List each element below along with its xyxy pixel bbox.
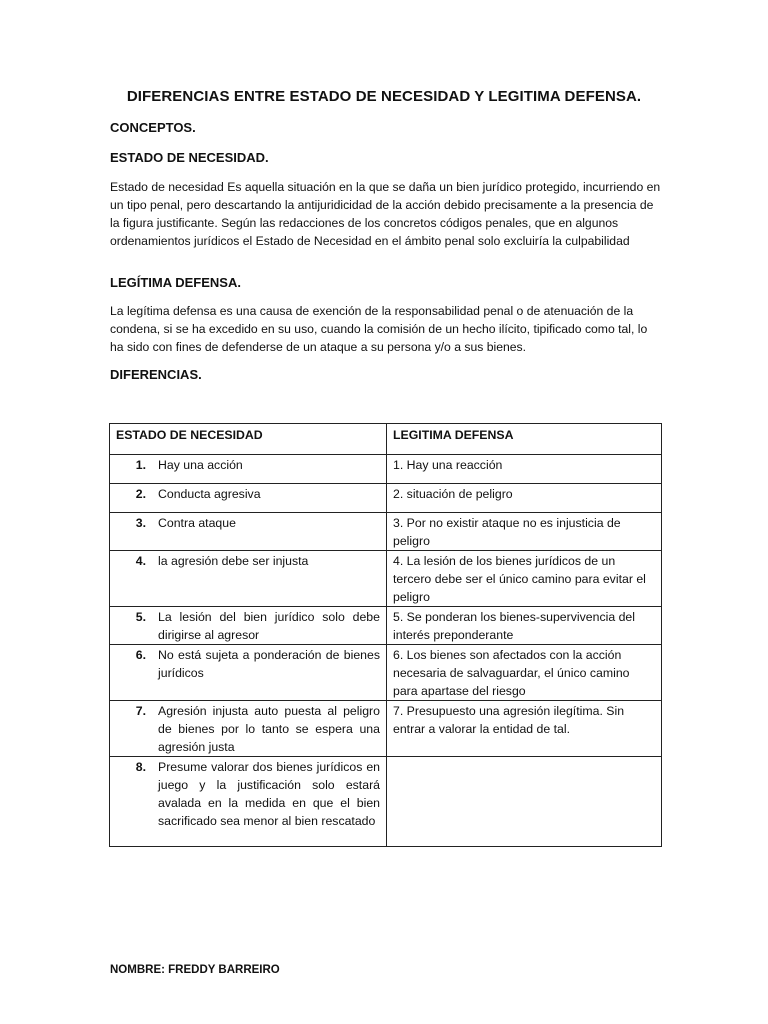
cell-estado [110, 757, 387, 847]
cell-estado [110, 607, 387, 645]
item-number: 8. [135, 760, 146, 774]
differences-table [109, 423, 662, 847]
table-row [110, 455, 662, 484]
author-name: NOMBRE: FREDDY BARREIRO [110, 964, 280, 976]
section-heading-diferencias: DIFERENCIAS. [110, 367, 202, 382]
cell-estado [110, 484, 387, 513]
cell-legitima: 6. Los bienes son afectados con la acción necesaria de salvaguardar, el único camino para apartase del riesgo [387, 645, 662, 701]
item-number: 6. [135, 648, 146, 662]
cell-legitima [387, 757, 662, 847]
heading-legitima-defensa: LEGÍTIMA DEFENSA. [110, 275, 241, 290]
cell-text: Contra ataque [158, 516, 236, 530]
item-number: 3. [135, 516, 146, 530]
item-number: 2. [135, 487, 146, 501]
table-row [110, 551, 662, 607]
table-row [110, 645, 662, 701]
cell-text: Agresión injusta auto puesta al peligro de bienes por lo tanto se espera una agresión justa [158, 704, 380, 754]
table-row [110, 701, 662, 757]
table-row [110, 513, 662, 551]
cell-estado [110, 645, 387, 701]
cell-legitima: 1. Hay una reacción [387, 455, 662, 484]
table-row [110, 484, 662, 513]
paragraph-estado-de-necesidad: Estado de necesidad Es aquella situación en la que se daña un bien jurídico protegido, incurriendo en un tipo penal, pero descartando la antijuridicidad de la acción debido precisamente a la presencia de la figura justificante. Según las redacciones de los concretos códigos penales, que en algunos ordenamientos jurídicos el Estado de Necesidad en el ámbito penal solo excluiría la culpabilidad [110, 180, 661, 248]
heading-estado-de-necesidad: ESTADO DE NECESIDAD. [110, 150, 269, 165]
cell-legitima: 5. Se ponderan los bienes-supervivencia del interés preponderante [387, 607, 662, 645]
item-number: 1. [135, 458, 146, 472]
cell-legitima: 3. Por no existir ataque no es injusticia de peligro [387, 513, 662, 551]
item-number: 7. [135, 704, 146, 718]
cell-estado [110, 701, 387, 757]
table-row [110, 757, 662, 847]
cell-text: Presume valorar dos bienes jurídicos en juego y la justificación solo estará avalada en la medida en que el bien sacrificado sea menor al bien rescatado [158, 760, 380, 828]
item-number: 5. [135, 610, 146, 624]
column-header-legitima: LEGITIMA DEFENSA [387, 424, 662, 455]
cell-legitima: 2. situación de peligro [387, 484, 662, 513]
document-title: DIFERENCIAS ENTRE ESTADO DE NECESIDAD Y LEGITIMA DEFENSA. [126, 88, 642, 105]
cell-text: la agresión debe ser injusta [158, 554, 309, 568]
item-number: 4. [135, 554, 146, 568]
column-header-estado: ESTADO DE NECESIDAD [110, 424, 387, 455]
cell-estado [110, 455, 387, 484]
cell-text: Conducta agresiva [158, 487, 261, 501]
cell-text: No está sujeta a ponderación de bienes jurídicos [158, 648, 380, 680]
cell-text: La lesión del bien jurídico solo debe dirigirse al agresor [158, 610, 380, 642]
table-row [110, 607, 662, 645]
cell-estado [110, 513, 387, 551]
cell-estado [110, 551, 387, 607]
table-header-row [110, 424, 662, 455]
cell-legitima: 7. Presupuesto una agresión ilegítima. Sin entrar a valorar la entidad de tal. [387, 701, 662, 757]
section-heading-conceptos: CONCEPTOS. [110, 120, 196, 135]
cell-legitima: 4. La lesión de los bienes jurídicos de un tercero debe ser el único camino para evitar el peligro [387, 551, 662, 607]
cell-text: Hay una acción [158, 458, 243, 472]
paragraph-legitima-defensa: La legítima defensa es una causa de exención de la responsabilidad penal o de atenuación de la condena, si se ha excedido en su uso, cuando la comisión de un hecho ilícito, tipificado como tal, lo ha sido con fines de defenderse de un ataque a su persona y/o a sus bienes. [110, 304, 648, 354]
